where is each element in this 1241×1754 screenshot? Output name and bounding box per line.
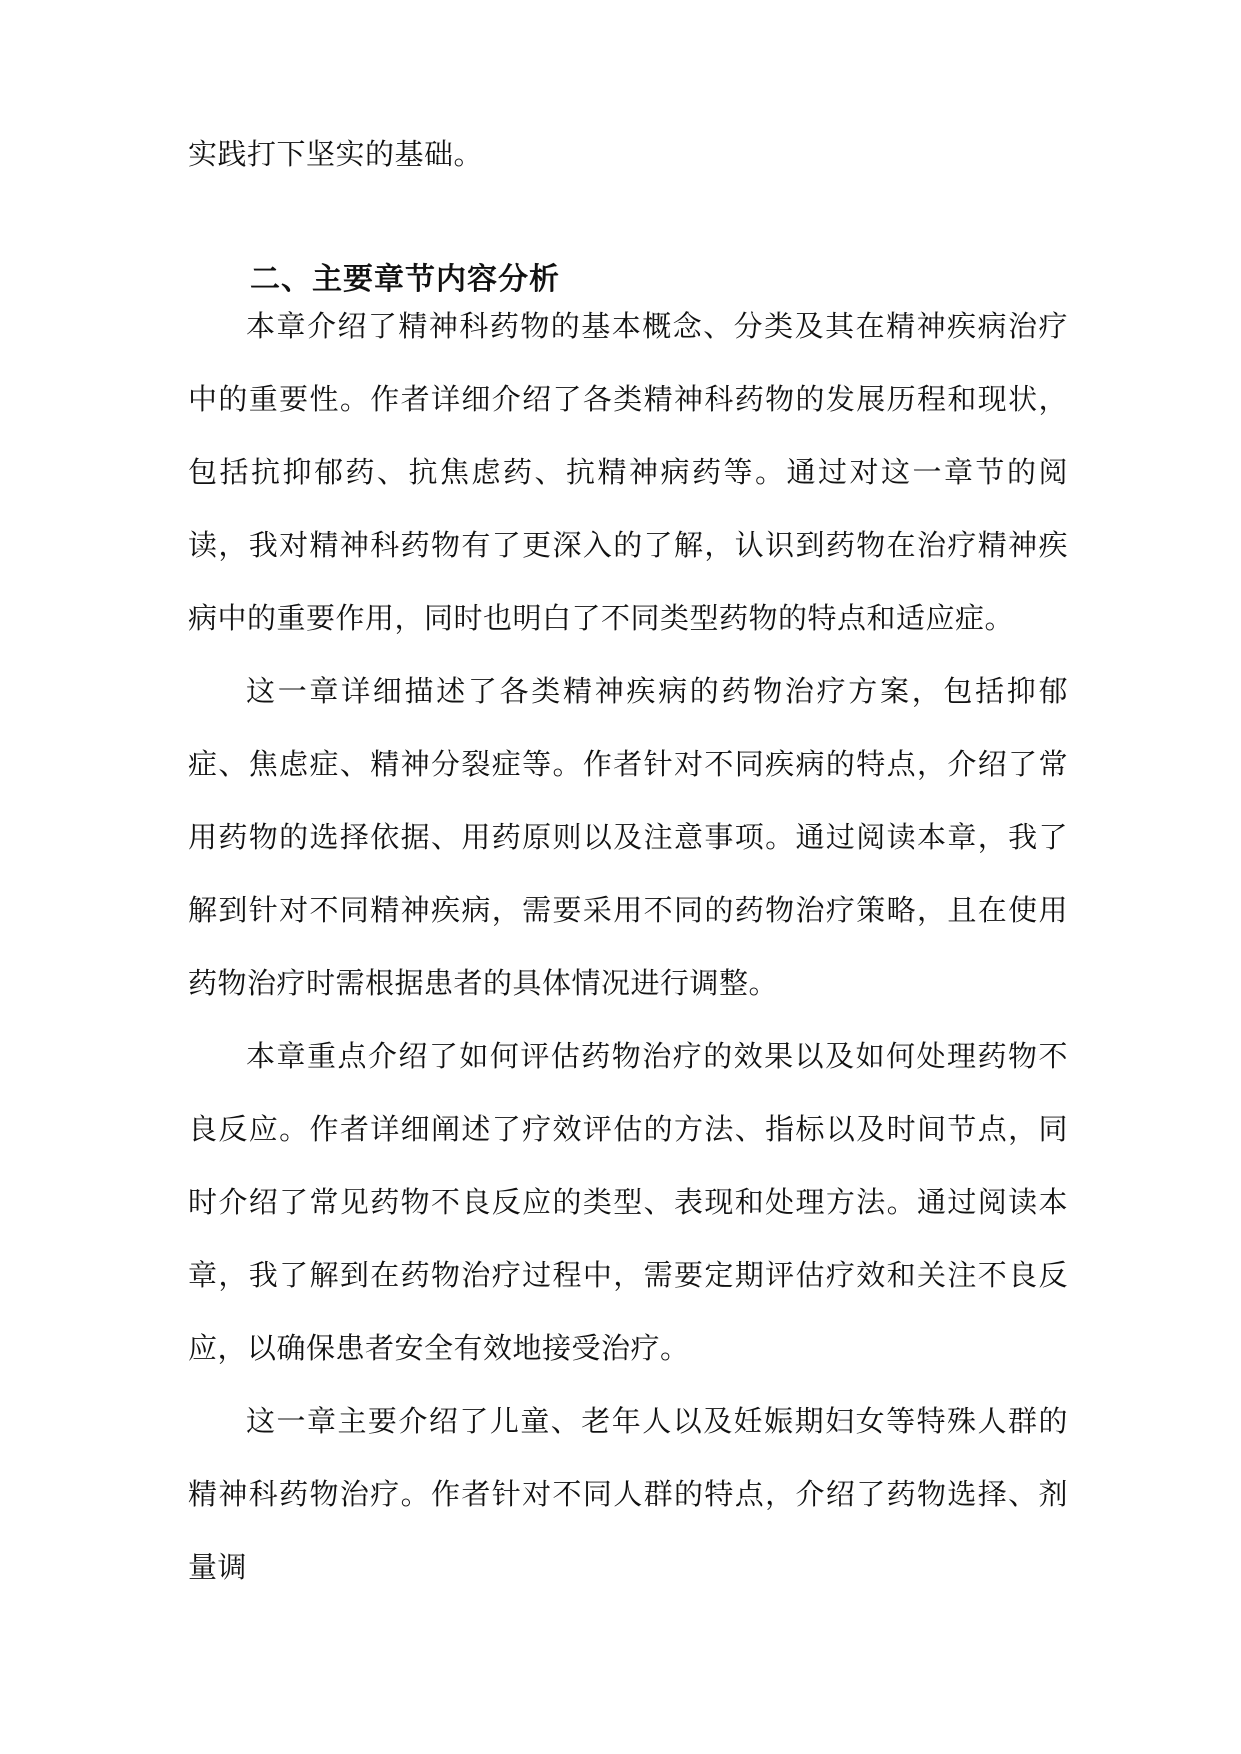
- paragraph-4: 这一章主要介绍了儿童、老年人以及妊娠期妇女等特殊人群的精神科药物治疗。作者针对不同人群的特点，介绍了药物选择、剂量调: [188, 1404, 1068, 1584]
- body-text: [188, 290, 1068, 1604]
- paragraph-3: 本章重点介绍了如何评估药物治疗的效果以及如何处理药物不良反应。作者详细阐述了疗效评估的方法、指标以及时间节点，同时介绍了常见药物不良反应的类型、表现和处理方法。通过阅读本章，我了解到在药物治疗过程中，需要定期评估疗效和关注不良反应，以确保患者安全有效地接受治疗。: [188, 1039, 1068, 1365]
- paragraph-1: 本章介绍了精神科药物的基本概念、分类及其在精神疾病治疗中的重要性。作者详细介绍了各类精神科药物的发展历程和现状，包括抗抑郁药、抗焦虑药、抗精神病药等。通过对这一章节的阅读，我对精神科药物有了更深入的了解，认识到药物在治疗精神疾病中的重要作用，同时也明白了不同类型药物的特点和适应症。: [188, 309, 1068, 635]
- section-heading: 二、主要章节内容分析: [250, 262, 560, 297]
- continuation-paragraph: 实践打下坚实的基础。: [188, 137, 484, 171]
- continuation-block: [188, 118, 1068, 191]
- paragraph-2: 这一章详细描述了各类精神疾病的药物治疗方案，包括抑郁症、焦虑症、精神分裂症等。作者针对不同疾病的特点，介绍了常用药物的选择依据、用药原则以及注意事项。通过阅读本章，我了解到针对不同精神疾病，需要采用不同的药物治疗策略，且在使用药物治疗时需根据患者的具体情况进行调整。: [188, 674, 1068, 1000]
